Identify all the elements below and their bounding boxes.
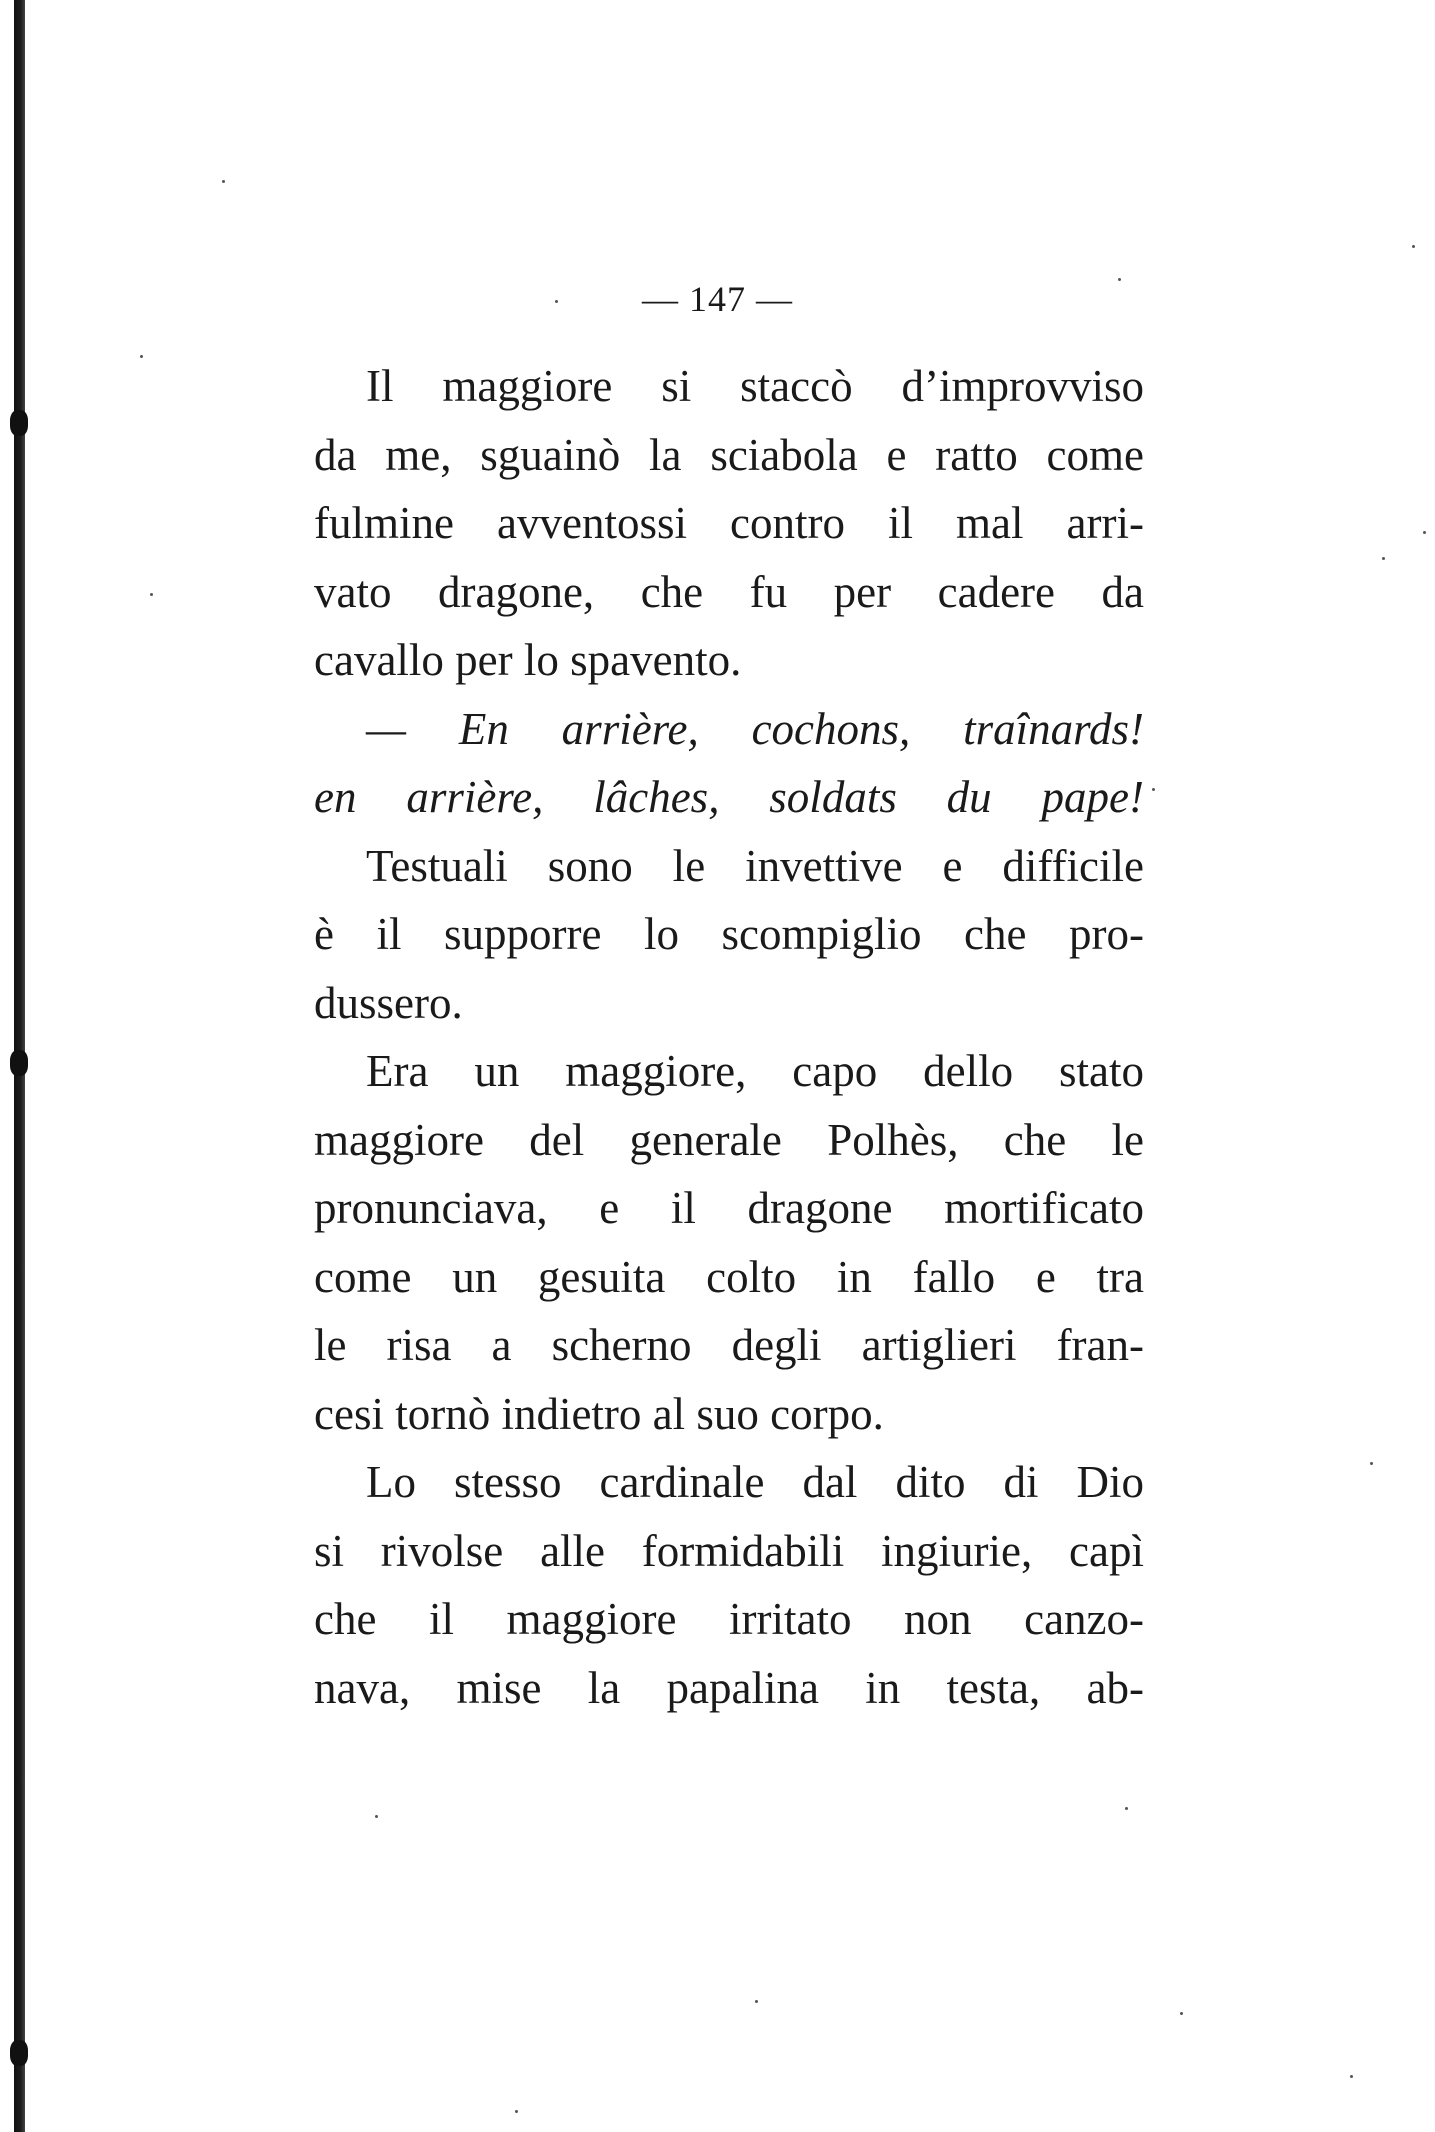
binding-mark bbox=[10, 2040, 28, 2066]
text-line: — En arrière, cochons, traînards! bbox=[366, 703, 1144, 754]
text-line: Testuali sono le invettive e difficile bbox=[366, 840, 1144, 891]
text-line: come un gesuita colto in fallo e tra bbox=[314, 1251, 1144, 1302]
text-line: nava, mise la papalina in testa, ab- bbox=[314, 1662, 1144, 1713]
text-line: cavallo per lo spavento. bbox=[314, 635, 742, 685]
scan-speck bbox=[1412, 245, 1415, 248]
paragraph bbox=[314, 1037, 1144, 1448]
text-line: en arrière, lâches, soldats du pape! bbox=[314, 772, 1144, 822]
page-number: — 147 — bbox=[642, 279, 793, 319]
text-line: è il supporre lo scompiglio che pro- bbox=[314, 909, 1144, 959]
paragraph bbox=[314, 832, 1144, 1038]
text-line: Era un maggiore, capo dello stato bbox=[366, 1046, 1144, 1096]
text-line: dussero. bbox=[314, 977, 463, 1028]
scan-speck bbox=[1180, 2012, 1183, 2015]
scan-speck bbox=[1125, 1807, 1128, 1810]
text-line: le risa a scherno degli artiglieri fran- bbox=[314, 1320, 1144, 1370]
paragraph bbox=[314, 1448, 1144, 1722]
scan-speck bbox=[222, 180, 225, 183]
paragraph-italic-quote bbox=[314, 695, 1144, 832]
text-line: maggiore del generale Polhès, che le bbox=[314, 1114, 1144, 1165]
scan-speck bbox=[140, 355, 143, 358]
scan-speck bbox=[1152, 788, 1155, 791]
scan-speck bbox=[515, 2110, 518, 2113]
text-line: da me, sguainò la sciabola e ratto come bbox=[314, 429, 1144, 480]
scan-speck bbox=[1423, 531, 1426, 534]
text-line: vato dragone, che fu per cadere da bbox=[314, 566, 1144, 617]
paragraph bbox=[314, 352, 1144, 695]
text-line: pronunciava, e il dragone mortificato bbox=[314, 1183, 1144, 1233]
text-line: si rivolse alle formidabili ingiurie, capì bbox=[314, 1525, 1144, 1576]
body-text bbox=[314, 352, 1144, 1722]
scan-speck bbox=[1350, 2075, 1353, 2078]
text-line: cesi tornò indietro al suo corpo. bbox=[314, 1388, 884, 1439]
scan-speck bbox=[1382, 557, 1385, 560]
binding-mark bbox=[10, 1050, 28, 1076]
scan-speck bbox=[375, 1815, 378, 1818]
scan-speck bbox=[150, 593, 153, 596]
text-line: che il maggiore irritato non canzo- bbox=[314, 1594, 1144, 1644]
scan-speck bbox=[1370, 1462, 1373, 1465]
text-line: Lo stesso cardinale dal dito di Dio bbox=[366, 1457, 1144, 1507]
text-line: fulmine avventossi contro il mal arri- bbox=[314, 498, 1144, 548]
binding-mark bbox=[10, 410, 28, 436]
scan-speck bbox=[755, 2000, 758, 2003]
text-line: Il maggiore si staccò d’improvviso bbox=[366, 361, 1144, 411]
